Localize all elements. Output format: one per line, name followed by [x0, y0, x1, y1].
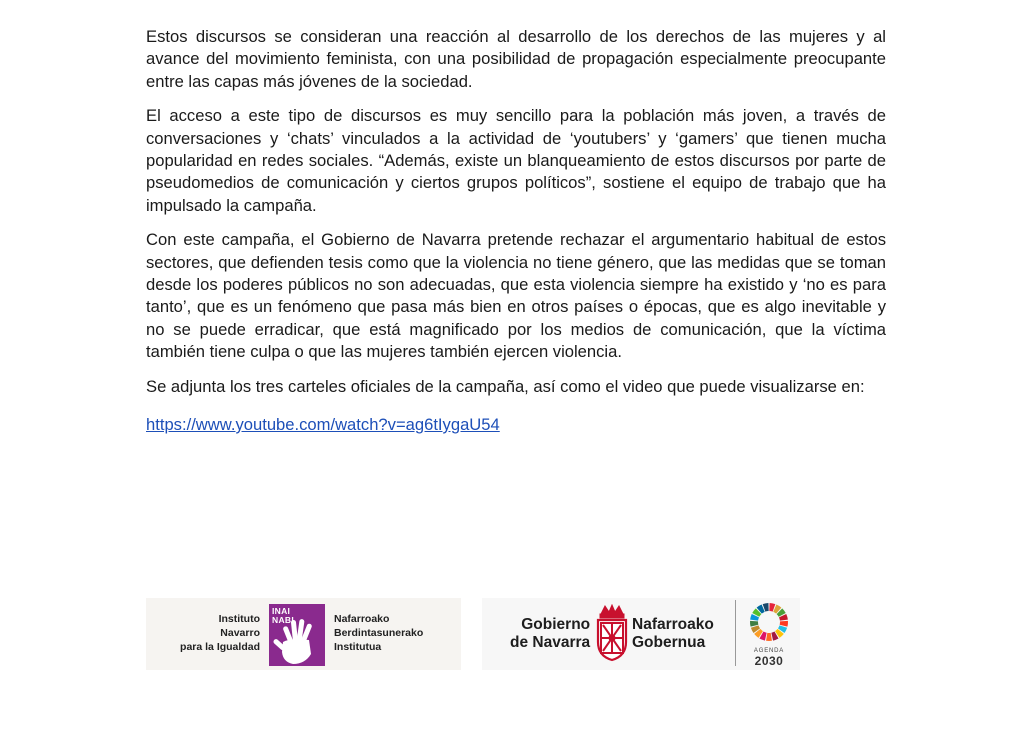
agenda-year: 2030	[754, 654, 784, 668]
video-link-line	[146, 414, 886, 436]
paragraph-4: Se adjunta los tres carteles oficiales de la campaña, así como el video que puede visualizarse en:	[146, 376, 865, 396]
inai-spanish-name: Instituto Navarro para la Igualdad	[180, 613, 260, 653]
footer-logos	[146, 598, 806, 670]
document-body	[146, 26, 886, 449]
inai-logo	[146, 598, 461, 670]
sdg-wheel-segment	[766, 633, 772, 641]
paragraph-2: El acceso a este tipo de discursos es muy sencillo para la población más joven, a través de conversaciones y ‘chats’ vinculados a la actividad de ‘youtubers’ y ‘gamers’ que tienen mucha popularidad en redes sociales. “Además, existe un blanqueamiento de estos discursos por parte de pseudomedios de comunicación y ciertos grupos políticos”, sostiene el equipo de trabajo que ha impulsado la campaña.	[146, 106, 886, 215]
inai-emblem	[269, 604, 325, 666]
inai-tag: INAI NABI	[272, 606, 294, 625]
agenda-2030-sdg-wheel-icon	[744, 600, 794, 648]
gobierno-spanish-name: Gobierno de Navarra	[510, 616, 591, 651]
paragraph-3: Con este campaña, el Gobierno de Navarra pretende rechazar el argumentario habitual de estos sectores, que defienden tesis como que la violencia no tiene género, que las medidas que se toman desde los poderes públicos no son adecuadas, que esta violencia siempre ha existido y ‘no es para tanto’, que es un fenómeno que pasa más bien en otros países o épocas, que es algo inevitable y no se puede erradicar, que está magnificado por los medios de comunicación, que la víctima también tiene culpa o que las mujeres también ejercen violencia.	[146, 230, 886, 362]
sdg-wheel-segment	[750, 621, 758, 627]
youtube-link[interactable]: https://www.youtube.com/watch?v=ag6tIygaU54	[146, 415, 500, 435]
sdg-wheel-segment	[780, 621, 788, 627]
inai-basque-name: Nafarroako Berdintasunerako Institutua	[334, 613, 424, 653]
gobierno-basque-name: Nafarroako Gobernua	[632, 616, 714, 651]
logo-divider	[735, 600, 736, 666]
paragraph-1: Estos discursos se consideran una reacción al desarrollo de los derechos de las mujeres y al avance del movimiento feminista, con una posibilidad de propagación especialmente preocupante entre las capas más jóvenes de la sociedad.	[146, 27, 886, 91]
gobierno-navarra-logo	[482, 598, 800, 670]
agenda-label: AGENDA	[753, 648, 785, 654]
navarra-coat-of-arms-icon	[595, 604, 629, 662]
